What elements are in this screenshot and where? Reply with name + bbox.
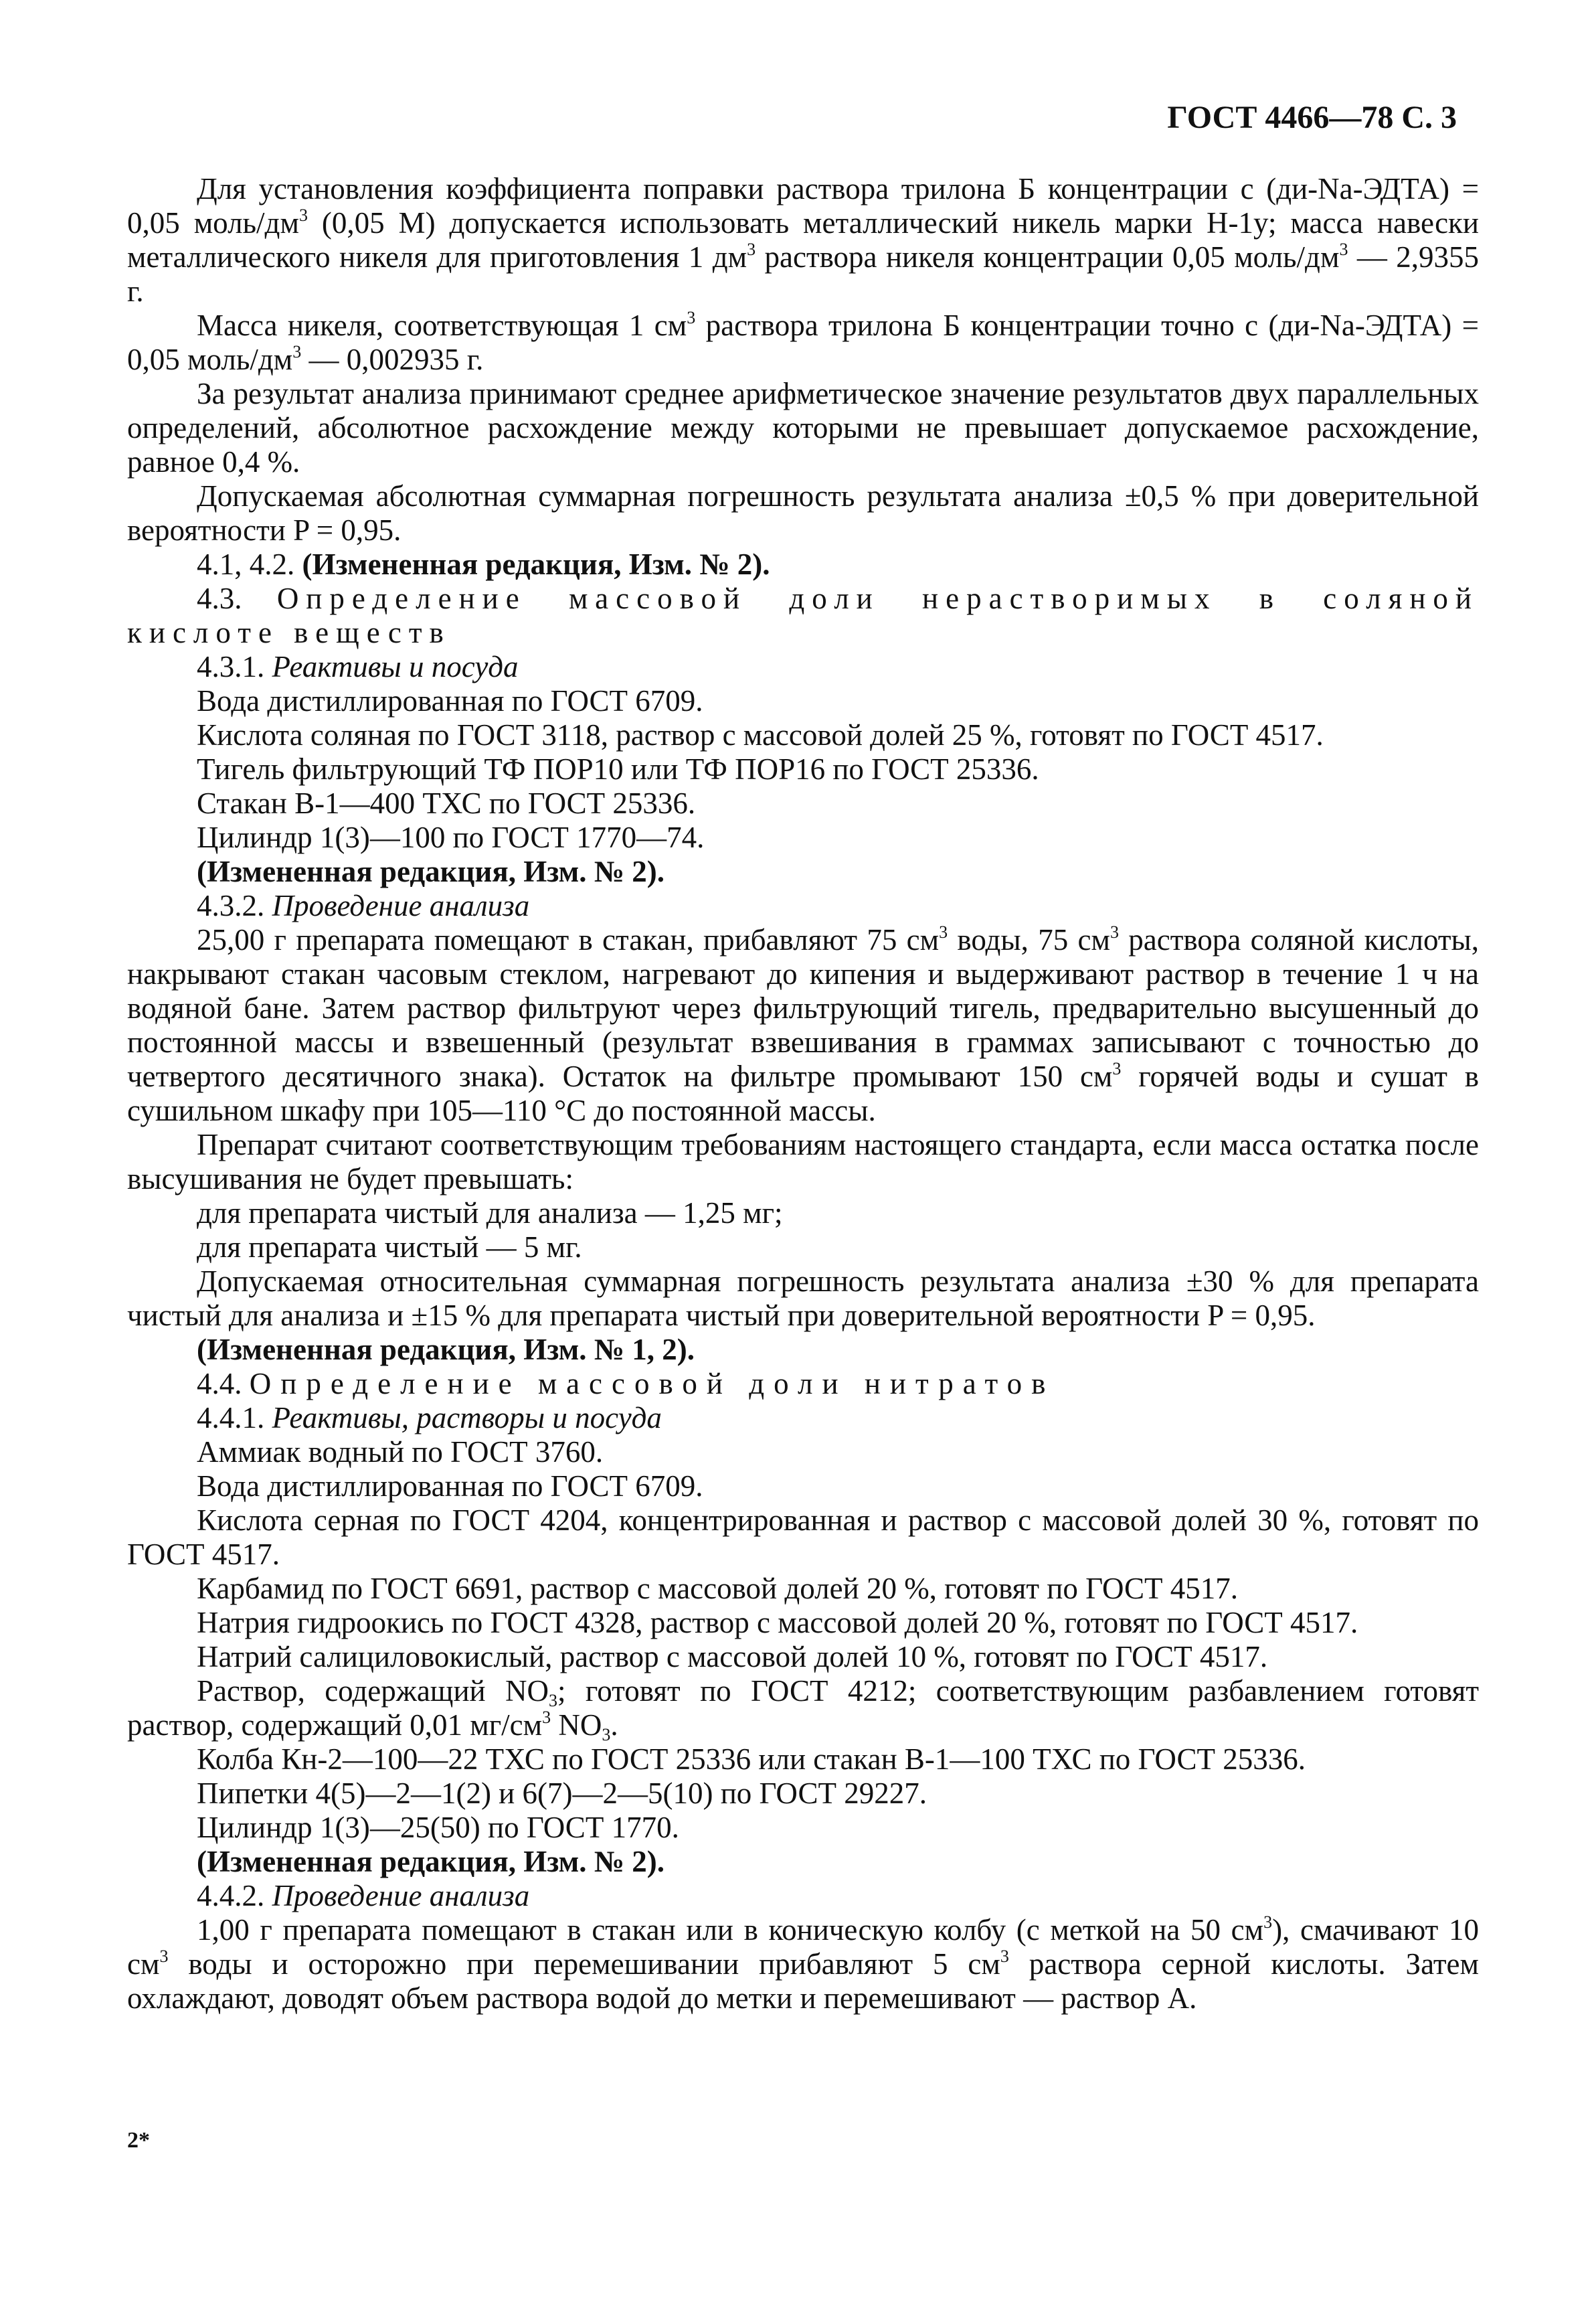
subsection-heading-4-4-2 [197, 1879, 1479, 1913]
list-item: для препарата чистый — 5 мг. [197, 1230, 582, 1264]
superscript: 3 [1112, 1059, 1122, 1078]
superscript: 3 [298, 205, 308, 225]
clause-number: 4.3. [197, 582, 277, 615]
text: ; готовят по ГОСТ 4212; соответствующим разбавлением готовят раствор, содержащий 0,01 мг/см [127, 1674, 1480, 1742]
list-item: Вода дистиллированная по ГОСТ 6709. [197, 1469, 703, 1503]
paragraph-nitrate-procedure [127, 1913, 1479, 2015]
list-item: Цилиндр 1(3)—25(50) по ГОСТ 1770. [197, 1811, 679, 1844]
text: Масса никеля, соответствующая 1 см [197, 309, 687, 342]
list-item: Тигель фильтрующий ТФ ПОР10 или ТФ ПОР16 по ГОСТ 25336. [197, 752, 1039, 786]
subsection-heading-4-4-1 [197, 1401, 1479, 1435]
page-header: ГОСТ 4466—78 С. 3 [1167, 100, 1457, 135]
paragraph-criteria: Препарат считают соответствующим требованиям настоящего стандарта, если масса остатка после высушивания не будет превышать: [127, 1128, 1479, 1196]
subsection-title: Реактивы, растворы и посуда [272, 1401, 662, 1434]
subscript: 3 [602, 1725, 611, 1744]
list-item: для препарата чистый для анализа — 1,25 мг; [197, 1196, 783, 1230]
text: NO [551, 1708, 602, 1742]
section-title: Определение массовой доли нерастворимых в соляной кислоте веществ [127, 582, 1480, 649]
text: раствора никеля концентрации 0,05 моль/дм [756, 240, 1340, 274]
superscript: 3 [1000, 1947, 1009, 1966]
text: ), смачивают 10 см [127, 1913, 1479, 1981]
superscript: 3 [747, 240, 756, 259]
subsection-title: Проведение анализа [272, 889, 530, 922]
superscript: 3 [1263, 1912, 1273, 1932]
subsection-title: Проведение анализа [272, 1879, 530, 1912]
text: (0,05 М) допускается использовать металлический никель марки Н-1у; масса навески металлического никеля для приготовления 1 дм [127, 206, 1479, 274]
list-item: Колба Кн-2—100—22 ТХС по ГОСТ 25336 или стакан В-1—100 ТХС по ГОСТ 25336. [197, 1742, 1306, 1776]
paragraph-nickel-mass [127, 309, 1479, 377]
section-title: Определение массовой доли нитратов [249, 1367, 1055, 1400]
paragraph-error-relative: Допускаемая относительная суммарная погрешность результата анализа ±30 % для препарата чистый для анализа и ±15 % для препарата чистый при доверительной вероятности P = 0,95. [127, 1264, 1479, 1332]
list-item: Кислота серная по ГОСТ 4204, концентрированная и раствор с массовой долей 30 %, готовят по ГОСТ 4517. [127, 1503, 1479, 1571]
amendment-note [197, 548, 1479, 582]
list-item: Натрий салициловокислый, раствор с массовой долей 10 %, готовят по ГОСТ 4517. [197, 1640, 1268, 1673]
superscript: 3 [292, 342, 302, 361]
superscript: 3 [542, 1708, 551, 1727]
clause-number: 4.4.2. [197, 1879, 272, 1912]
amendment-text: (Измененная редакция, Изм. № 2). [302, 548, 770, 581]
amendment-note: (Измененная редакция, Изм. № 1, 2). [197, 1333, 695, 1366]
text: раствора серной кислоты. Затем охлаждают, доводят объем раствора водой до метки и перемешивают — раствор А. [127, 1947, 1479, 2015]
clause-number: 4.4.1. [197, 1401, 272, 1434]
text: — 2,9355 г. [127, 240, 1480, 308]
text: 25,00 г препарата помещают в стакан, прибавляют 75 см [197, 923, 940, 957]
page-footer-mark: 2* [127, 2128, 150, 2153]
superscript: 3 [939, 922, 948, 942]
subsection-heading-4-3-1 [197, 650, 1479, 684]
list-item: Пипетки 4(5)—2—1(2) и 6(7)—2—5(10) по ГОСТ 29227. [197, 1777, 927, 1810]
subsection-heading-4-3-2 [197, 889, 1479, 923]
text: воды, 75 см [948, 923, 1110, 957]
section-heading-4-4 [197, 1367, 1479, 1401]
paragraph-error: Допускаемая абсолютная суммарная погрешность результата анализа ±0,5 % при доверительной вероятности P = 0,95. [127, 479, 1479, 547]
text: — 0,002935 г. [301, 343, 484, 376]
amendment-note: (Измененная редакция, Изм. № 2). [197, 855, 665, 888]
text: Для установления коэффициента поправки раствора трилона Б концентрации c (ди-Na-ЭДТА) = 0,05 моль/дм [127, 172, 1479, 240]
clause-number: 4.4. [197, 1367, 250, 1400]
text: горячей воды и сушат в сушильном шкафу при 105—110 °С до постоянной массы. [127, 1060, 1479, 1127]
text: воды и осторожно при перемешивании прибавляют 5 см [168, 1947, 1000, 1981]
clause-number: 4.3.1. [197, 650, 272, 683]
text: 1,00 г препарата помещают в стакан или в коническую колбу (с меткой на 50 см [197, 1913, 1264, 1947]
superscript: 3 [1339, 240, 1348, 259]
list-item: Цилиндр 1(3)—100 по ГОСТ 1770—74. [197, 821, 705, 854]
paragraph-procedure [127, 923, 1479, 1128]
list-item: Карбамид по ГОСТ 6691, раствор с массовой долей 20 %, готовят по ГОСТ 4517. [197, 1572, 1239, 1605]
superscript: 3 [159, 1947, 169, 1966]
amendment-note: (Измененная редакция, Изм. № 2). [197, 1845, 665, 1878]
text: . [610, 1708, 618, 1742]
text: раствора соляной кислоты, накрывают стакан часовым стеклом, нагревают до кипения и выдерживают раствор в течение 1 ч на водяной бане. Затем раствор фильтруют через фильтрующий тигель, предварительно высушенный до постоянной массы и взвешенный (результат взвешивания в граммах записывают с точностью до четвертого десятичного знака). Остаток на фильтре промывают 150 см [127, 923, 1480, 1093]
superscript: 3 [1110, 922, 1119, 942]
superscript: 3 [687, 308, 696, 327]
clause-number: 4.3.2. [197, 889, 272, 922]
list-item: Вода дистиллированная по ГОСТ 6709. [197, 684, 703, 718]
subsection-title: Реактивы и посуда [272, 650, 519, 683]
text: раствора трилона Б концентрации точно c (ди-Na-ЭДТА) = 0,05 моль/дм [127, 309, 1479, 376]
paragraph-nickel-method [127, 172, 1479, 309]
document-body [127, 172, 1479, 2015]
subscript: 3 [549, 1691, 557, 1710]
section-heading-4-3 [127, 582, 1479, 650]
list-item: Натрия гидроокись по ГОСТ 4328, раствор с массовой долей 20 %, готовят по ГОСТ 4517. [197, 1606, 1358, 1639]
paragraph-result: За результат анализа принимают среднее арифметическое значение результатов двух параллельных определений, абсолютное расхождение между которыми не превышает допускаемое расхождение, равное 0,4 %. [127, 377, 1479, 479]
list-item: Кислота соляная по ГОСТ 3118, раствор с массовой долей 25 %, готовят по ГОСТ 4517. [197, 718, 1324, 752]
text: Раствор, содержащий NO [197, 1674, 549, 1708]
list-item: Стакан В-1—400 ТХС по ГОСТ 25336. [197, 787, 696, 820]
list-item: Аммиак водный по ГОСТ 3760. [197, 1435, 604, 1469]
list-item-nitrate-solution [127, 1674, 1479, 1742]
clause-number: 4.1, 4.2. [197, 548, 302, 581]
